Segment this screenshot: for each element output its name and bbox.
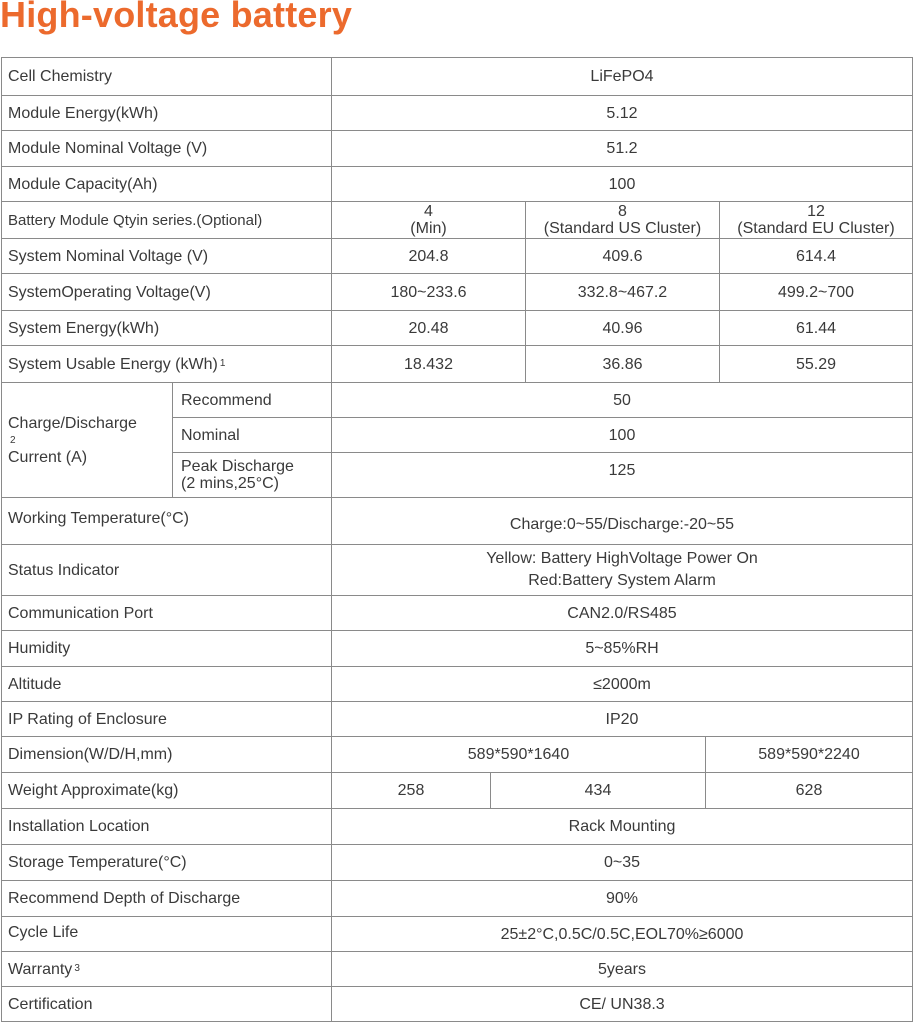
label-warranty: Warranty 3	[8, 960, 80, 978]
label-certification: Certification	[8, 995, 93, 1013]
value-weight-4: 258	[397, 782, 425, 799]
page-title: High-voltage battery	[0, 0, 353, 35]
qty-option-12	[720, 202, 912, 238]
label-peak-discharge	[173, 453, 331, 497]
value-recommend: 50	[613, 391, 631, 409]
value-status-indicator	[332, 545, 912, 595]
label-cell-chemistry: Cell Chemistry	[8, 68, 113, 85]
value-module-capacity: 100	[608, 175, 636, 193]
peak-line1: Peak Discharge	[181, 458, 294, 475]
label-dimension: Dimension(W/D/H,mm)	[8, 746, 173, 763]
value-ip-rating: IP20	[605, 710, 639, 728]
value-weight-12: 628	[795, 782, 823, 799]
status-red: Red:Battery System Alarm	[528, 572, 716, 589]
peak-line2: (2 mins,25°C)	[181, 475, 279, 492]
value-warranty: 5years	[597, 960, 647, 978]
value-peak-discharge: 125	[608, 461, 636, 479]
label-module-capacity: Module Capacity(Ah)	[8, 175, 158, 193]
value-cycle-life: 25±2°C,0.5C/0.5C,EOL70%≥6000	[500, 925, 744, 943]
label-recommend: Recommend	[181, 391, 272, 409]
value-cell-chemistry: LiFePO4	[590, 68, 654, 85]
value-operating-voltage-8: 332.8~467.2	[577, 283, 668, 301]
label-ip-rating: IP Rating of Enclosure	[8, 710, 167, 728]
label-cycle-life: Cycle Life	[8, 923, 79, 941]
value-system-energy-8: 40.96	[602, 319, 643, 337]
qty-count: 12	[807, 203, 825, 220]
label-storage-temp: Storage Temperature(°C)	[8, 854, 187, 871]
value-dimension-small: 589*590*1640	[467, 746, 570, 763]
label-module-energy: Module Energy(kWh)	[8, 104, 159, 122]
qty-note: (Standard US Cluster)	[543, 220, 702, 237]
value-nominal: 100	[608, 426, 636, 444]
value-system-energy-4: 20.48	[408, 319, 449, 337]
value-system-voltage-4: 204.8	[408, 247, 449, 265]
label-nominal: Nominal	[181, 426, 240, 444]
value-usable-energy-4: 18.432	[404, 355, 453, 373]
qty-note: (Standard EU Cluster)	[737, 220, 895, 237]
value-altitude: ≤2000m	[593, 675, 651, 693]
warranty-text: Warranty	[8, 960, 73, 978]
label-system-energy: System Energy(kWh)	[8, 319, 160, 337]
label-system-voltage: System Nominal Voltage (V)	[8, 247, 209, 265]
value-module-energy: 5.12	[606, 104, 638, 122]
value-comm-port: CAN2.0/RS485	[567, 604, 677, 622]
value-module-voltage: 51.2	[606, 140, 638, 157]
label-working-temp: Working Temperature(°C)	[8, 509, 189, 527]
value-storage-temp: 0~35	[603, 854, 641, 871]
qty-option-4	[332, 202, 525, 238]
label-altitude: Altitude	[8, 675, 62, 693]
value-humidity: 5~85%RH	[585, 640, 659, 657]
status-yellow: Yellow: Battery HighVoltage Power On	[486, 550, 758, 567]
label-dod: Recommend Depth of Discharge	[8, 890, 241, 907]
value-usable-energy-8: 36.86	[602, 355, 643, 373]
label-installation: Installation Location	[8, 818, 150, 835]
label-operating-voltage: SystemOperating Voltage(V)	[8, 283, 211, 301]
qty-count: 4	[424, 203, 433, 220]
qty-option-8	[526, 202, 719, 238]
footnote-2: 2	[10, 434, 16, 446]
qty-note: (Min)	[410, 220, 447, 237]
value-dimension-large: 589*590*2240	[758, 746, 860, 763]
value-dod: 90%	[605, 890, 639, 907]
label-charge-current	[0, 383, 172, 497]
label-comm-port: Communication Port	[8, 604, 153, 622]
label-qty-series: Battery Module Qtyin series.(Optional)	[8, 211, 263, 229]
label-humidity: Humidity	[8, 640, 71, 657]
value-weight-8: 434	[584, 782, 612, 799]
label-usable-energy: System Usable Energy (kWh) 1	[8, 355, 226, 373]
value-operating-voltage-12: 499.2~700	[777, 283, 855, 301]
value-usable-energy-12: 55.29	[795, 355, 837, 373]
label-module-voltage: Module Nominal Voltage (V)	[8, 140, 208, 157]
value-certification: CE/ UN38.3	[579, 995, 665, 1013]
value-system-voltage-12: 614.4	[795, 247, 837, 265]
label-weight: Weight Approximate(kg)	[8, 782, 179, 799]
label-status-indicator: Status Indicator	[8, 561, 120, 579]
value-installation: Rack Mounting	[568, 818, 676, 835]
value-operating-voltage-4: 180~233.6	[390, 283, 467, 301]
value-working-temp: Charge:0~55/Discharge:-20~55	[509, 515, 735, 533]
value-system-voltage-8: 409.6	[602, 247, 643, 265]
charge-current-line2: Current (A)	[8, 448, 88, 466]
value-system-energy-12: 61.44	[795, 319, 837, 337]
usable-energy-text: System Usable Energy (kWh)	[8, 355, 218, 373]
charge-current-line1: Charge/Discharge 2	[8, 415, 137, 449]
qty-count: 8	[618, 203, 627, 220]
